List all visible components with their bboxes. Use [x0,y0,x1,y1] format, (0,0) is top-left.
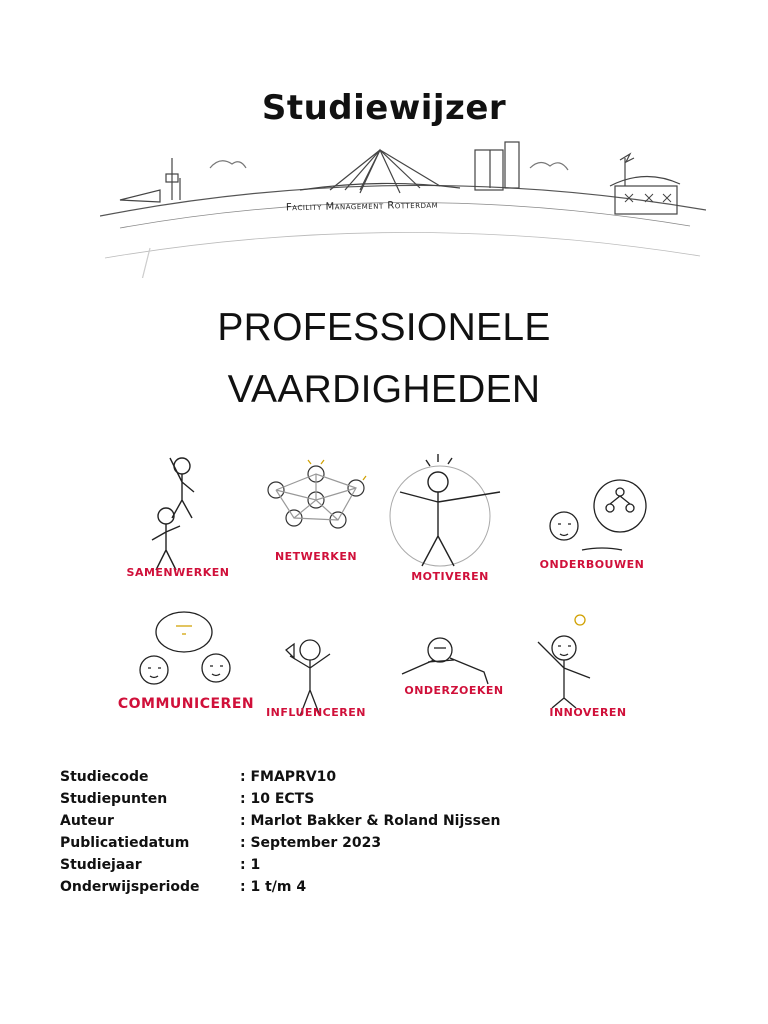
communiceren-icon [116,610,256,750]
detail-row-auteur [60,810,500,832]
skill-label: ONDERBOUWEN [539,558,645,571]
detail-key: Publicatiedatum [60,835,190,851]
innoveren-icon [518,612,658,752]
course-title-line2: VAARDIGHEDEN [227,368,541,411]
skill-samenwerken [108,440,248,580]
skill-influenceren [246,620,386,760]
detail-row-onderwijsperiode [60,876,500,898]
detail-key: Auteur [60,813,114,829]
course-title-line1: PROFESSIONELE [217,306,551,349]
detail-key: Studiejaar [60,857,142,873]
detail-row-studiepunten [60,788,500,810]
skill-label: NETWERKEN [274,550,358,563]
detail-value: : 1 [240,857,261,873]
motiveren-icon [380,446,520,586]
document-title: Studiewijzer [261,88,507,128]
detail-row-publicatiedatum [60,832,500,854]
detail-value: : September 2023 [240,835,382,851]
detail-key: Studiepunten [60,791,168,807]
skill-onderbouwen [522,446,662,586]
detail-row-studiejaar [60,854,500,876]
detail-key: Onderwijsperiode [60,879,200,895]
influenceren-icon [246,620,386,760]
skill-innoveren [518,612,658,752]
skill-label: SAMENWERKEN [126,566,230,579]
samenwerken-icon [108,440,248,580]
skill-label: INNOVEREN [549,706,627,719]
skill-onderzoeken [384,620,524,760]
skill-label: COMMUNICEREN [117,696,255,712]
detail-value: : FMAPRV10 [240,769,337,785]
skill-netwerken [246,440,386,580]
detail-value: : Marlot Bakker & Roland Nijssen [240,813,501,829]
detail-value: : 10 ECTS [240,791,315,807]
course-details [60,766,500,898]
skill-motiveren [380,446,520,586]
skill-communiceren [116,610,256,750]
detail-value: : 1 t/m 4 [240,879,307,895]
skill-label: ONDERZOEKEN [404,684,504,697]
banner-caption: Facility Management Rotterdam [285,199,439,214]
skill-label: MOTIVEREN [411,570,489,583]
skill-label: INFLUENCEREN [266,706,366,719]
rotterdam-skyline-illustration [100,138,706,278]
detail-row-studiecode [60,766,500,788]
detail-key: Studiecode [60,769,149,785]
